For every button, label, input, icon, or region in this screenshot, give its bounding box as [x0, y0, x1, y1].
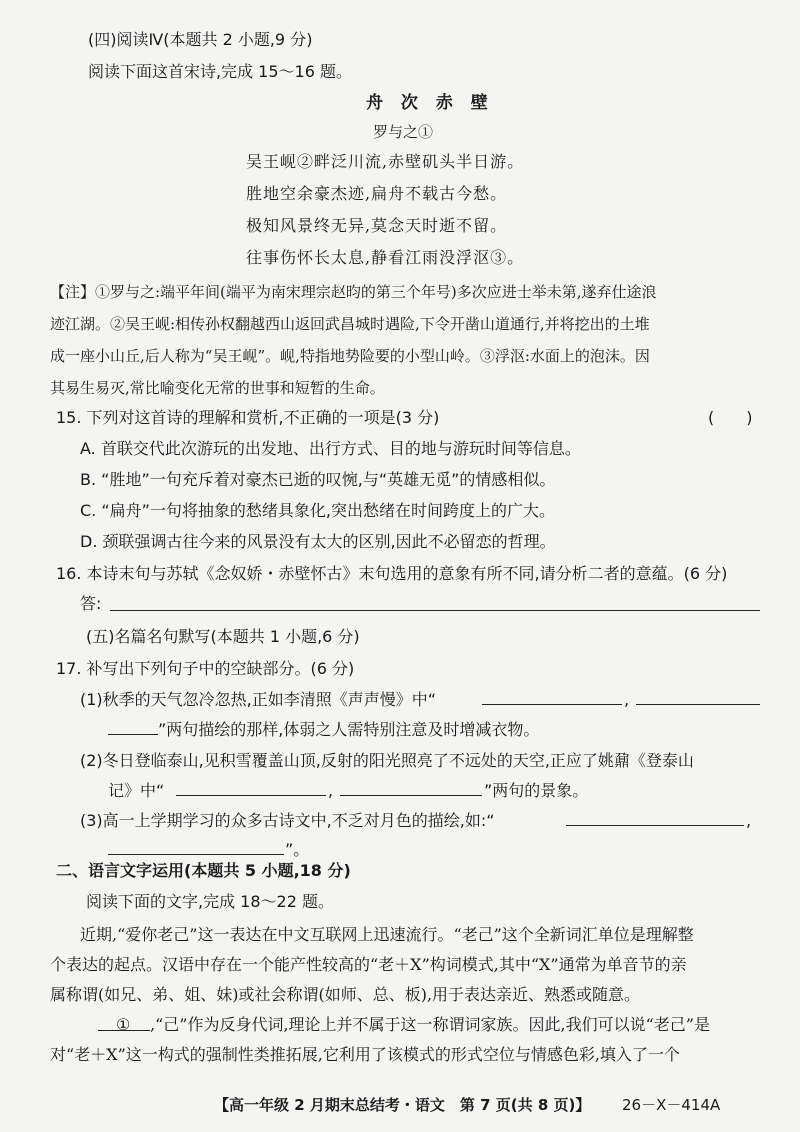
fill-sentence-1-tail: ”两句描绘的那样,体弱之人需特别注意及时增减衣物。 — [158, 720, 540, 739]
fill-blank[interactable] — [566, 825, 744, 826]
poem-line: 极知风景终无异,莫念天时逝不留。 — [246, 216, 508, 235]
poem-title: 舟 次 赤 壁 — [366, 93, 494, 113]
passage-line: ,“己”作为反身代词,理论上并不属于这一称谓词家族。因此,我们可以说“老己”是 — [150, 1015, 710, 1034]
fill-blank[interactable] — [108, 734, 158, 735]
fill-blank[interactable] — [340, 795, 482, 796]
exam-code: 26－X－414A — [622, 1096, 721, 1114]
section-heading: (四)阅读Ⅳ(本题共 2 小题,9 分) — [88, 30, 313, 49]
fill-sentence-2-tail: ”两句的景象。 — [484, 781, 589, 800]
fill-sentence-3-tail: ”。 — [285, 840, 310, 859]
fill-blank[interactable] — [636, 704, 760, 705]
fill-sentence-2-mid: 记》中“ — [108, 781, 165, 800]
section-heading: 二、语言文字运用(本题共 5 小题,18 分) — [56, 861, 351, 880]
fill-sentence-1: (1)秋季的天气忽冷忽热,正如李清照《声声慢》中“ — [80, 690, 437, 709]
comma: , — [624, 690, 630, 709]
passage-line: 属称谓(如兄、弟、姐、妹)或社会称谓(如师、总、板),用于表达亲近、熟悉或随意。 — [50, 985, 641, 1004]
question-15-stem: 15. 下列对这首诗的理解和赏析,不正确的一项是(3 分) — [56, 408, 440, 427]
poem-line: 往事伤怀长太息,静看江雨没浮沤③。 — [246, 248, 525, 267]
section-heading: (五)名篇名句默写(本题共 1 小题,6 分) — [86, 627, 360, 646]
fill-blank[interactable] — [108, 854, 284, 855]
question-16-stem: 16. 本诗末句与苏轼《念奴娇・赤壁怀古》末句选用的意象有所不同,请分析二者的意蕴。(6 分) — [56, 564, 728, 583]
poem-line: 吴王岘②畔泛川流,赤壁矶头半日游。 — [246, 152, 525, 171]
fill-sentence-2: (2)冬日登临泰山,见积雪覆盖山顶,反射的阳光照亮了不远处的天空,正应了姚鼐《登泰山 — [80, 751, 694, 770]
answer-parentheses[interactable]: ( ) — [708, 408, 753, 427]
option-d[interactable]: D. 颈联强调古往今来的风景没有太大的区别,因此不必留恋的哲理。 — [80, 532, 556, 551]
poem-line: 胜地空余豪杰迹,扁舟不载古今愁。 — [246, 184, 508, 203]
passage-line: 近期,“爱你老己”这一表达在中文互联网上迅速流行。“老己”这个全新词汇单位是理解整 — [80, 925, 694, 944]
answer-label: 答: — [80, 594, 102, 613]
comma: , — [328, 781, 334, 800]
answer-line[interactable] — [110, 610, 760, 611]
passage-line: 个表达的起点。汉语中存在一个能产性较高的“老＋X”构词模式,其中“X”通常为单音节的亲 — [50, 955, 687, 974]
section-instruction: 阅读下面这首宋诗,完成 15～16 题。 — [88, 62, 352, 81]
notes-line: 成一座小山丘,后人称为“吴王岘”。岘,特指地势险要的小型山岭。③浮沤:水面上的泡沫。因 — [50, 347, 650, 365]
comma: , — [746, 811, 752, 830]
fill-blank[interactable] — [482, 704, 622, 705]
page-footer: 【高一年级 2 月期末总结考・语文 第 7 页(共 8 页)】 — [214, 1096, 591, 1114]
fill-blank[interactable] — [176, 795, 326, 796]
fill-sentence-3: (3)高一上学期学习的众多古诗文中,不乏对月色的描绘,如:“ — [80, 811, 495, 830]
blank-number: ① — [116, 1015, 131, 1034]
option-b[interactable]: B. “胜地”一句充斥着对豪杰已逝的叹惋,与“英雄无觅”的情感相似。 — [80, 470, 556, 489]
notes-line: 【注】①罗与之:端平年间(端平为南宋理宗赵昀的第三个年号)多次应进士举未第,遂弃仕途浪 — [50, 283, 657, 301]
option-c[interactable]: C. “扁舟”一句将抽象的愁绪具象化,突出愁绪在时间跨度上的广大。 — [80, 501, 556, 520]
notes-line: 其易生易灭,常比喻变化无常的世事和短暂的生命。 — [50, 379, 385, 397]
poem-author: 罗与之① — [373, 123, 434, 141]
passage-line: 对“老＋X”这一构式的强制性类推拓展,它利用了该模式的形式空位与情感色彩,填入了一个 — [50, 1045, 680, 1064]
option-a[interactable]: A. 首联交代此次游玩的出发地、出行方式、目的地与游玩时间等信息。 — [80, 439, 581, 458]
section-instruction: 阅读下面的文字,完成 18～22 题。 — [86, 892, 334, 911]
question-17-stem: 17. 补写出下列句子中的空缺部分。(6 分) — [56, 659, 355, 678]
notes-line: 迹江湖。②吴王岘:相传孙权翻越西山返回武昌城时遇险,下令开凿山道通行,并将挖出的土堆 — [50, 315, 650, 333]
